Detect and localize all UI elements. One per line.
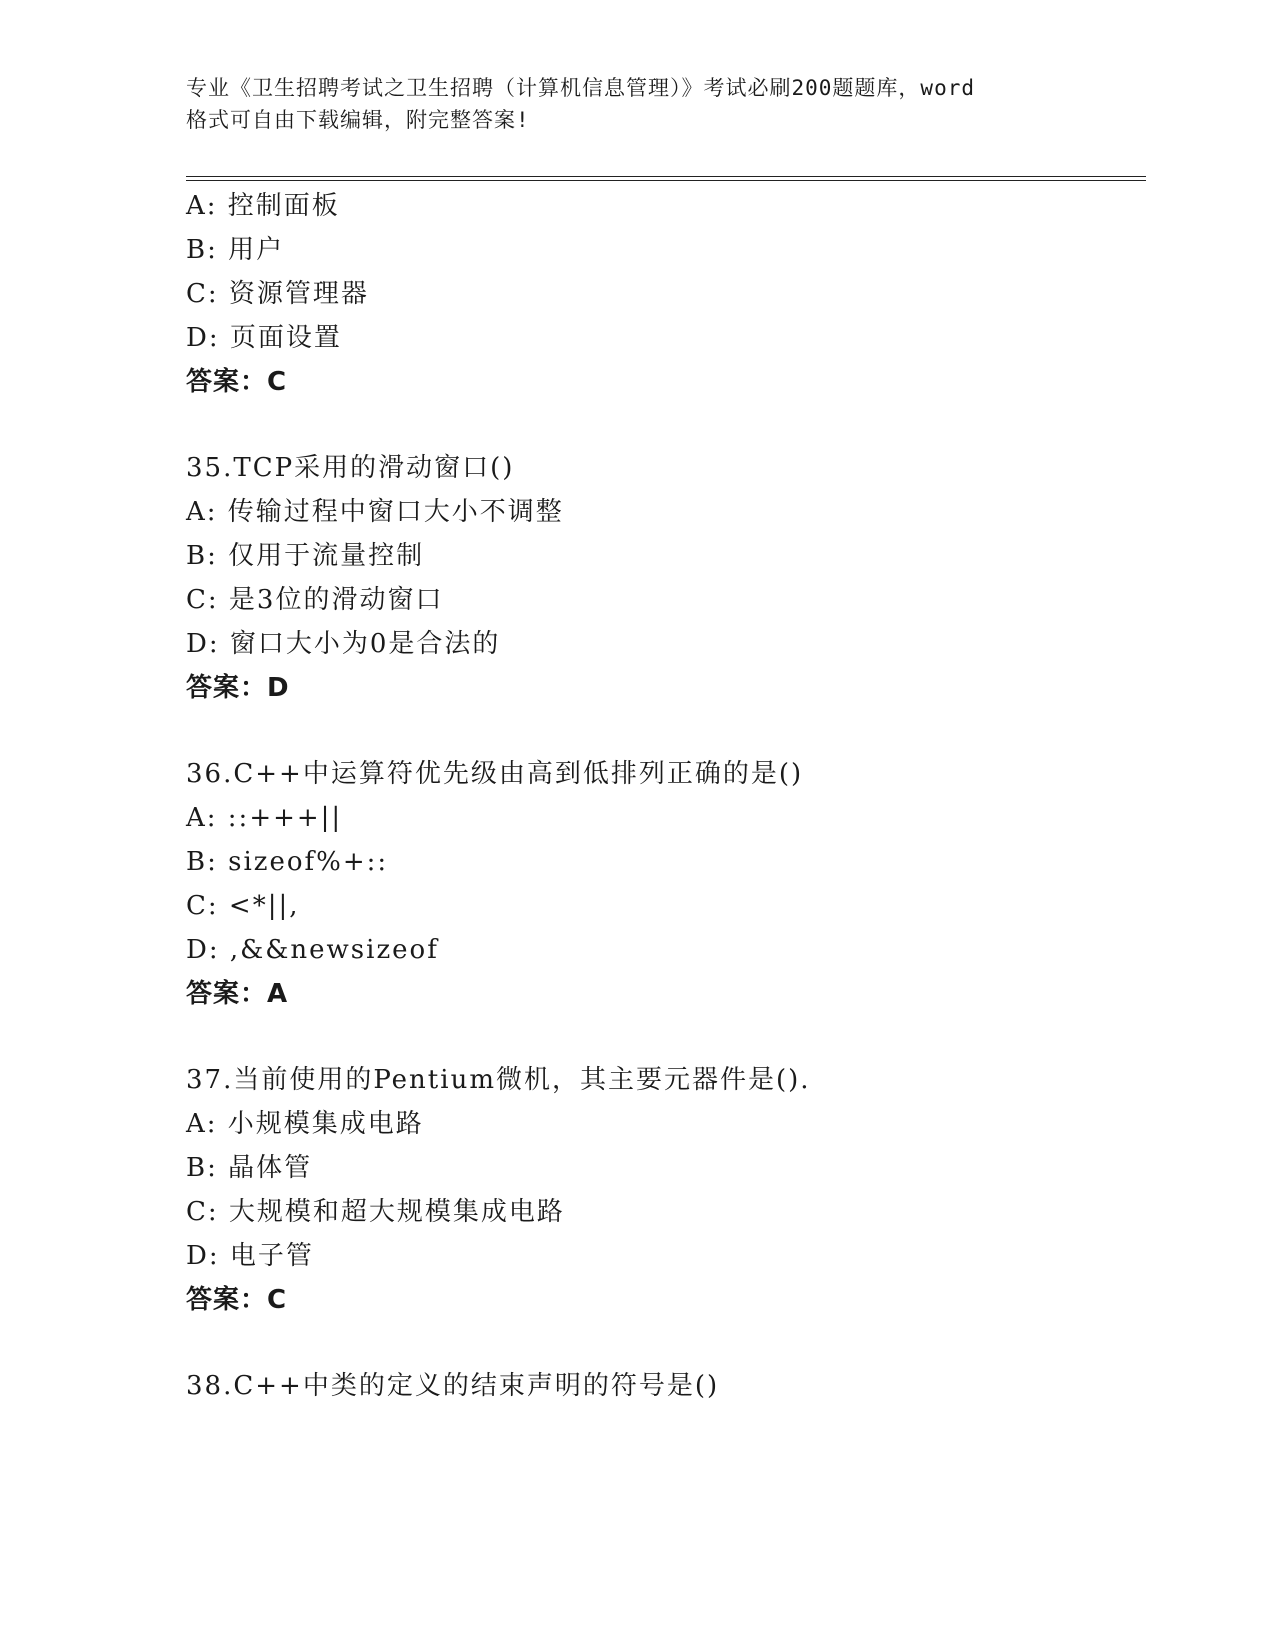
q37-option-a: A: 小规模集成电路 xyxy=(186,1109,424,1139)
document-header xyxy=(186,72,1086,136)
question-37: 37.当前使用的Pentium微机，其主要元器件是(). xyxy=(186,1065,811,1095)
option-b: B: 用户 xyxy=(186,235,285,265)
q36-answer: 答案：A xyxy=(186,979,289,1009)
q35-option-c: C: 是3位的滑动窗口 xyxy=(186,585,444,615)
q36-option-d: D: ,&&newsizeof xyxy=(186,935,439,965)
q36-option-a: A: ::+++|| xyxy=(186,803,343,833)
option-c: C: 资源管理器 xyxy=(186,279,369,309)
q35-answer: 答案：D xyxy=(186,673,290,703)
q37-option-d: D: 电子管 xyxy=(186,1241,314,1271)
q35-option-b: B: 仅用于流量控制 xyxy=(186,541,425,571)
q36-option-b: B: sizeof%+:: xyxy=(186,847,389,877)
q35-option-d: D: 窗口大小为0是合法的 xyxy=(186,629,501,659)
q36-option-c: C: <*||, xyxy=(186,891,300,921)
q37-answer: 答案：C xyxy=(186,1285,288,1315)
question-36: 36.C++中运算符优先级由高到低排列正确的是() xyxy=(186,759,804,789)
header-title-line-1: 专业《卫生招聘考试之卫生招聘（计算机信息管理）》考试必刷200题题库，word xyxy=(186,76,975,100)
question-35: 35.TCP采用的滑动窗口() xyxy=(186,453,515,483)
question-38: 38.C++中类的定义的结束声明的符号是() xyxy=(186,1371,720,1401)
answer-line: 答案：C xyxy=(186,367,288,397)
header-divider-top xyxy=(186,176,1146,177)
q35-option-a: A: 传输过程中窗口大小不调整 xyxy=(186,497,564,527)
q37-option-c: C: 大规模和超大规模集成电路 xyxy=(186,1197,565,1227)
option-a: A: 控制面板 xyxy=(186,191,340,221)
header-title-line-2: 格式可自由下载编辑，附完整答案! xyxy=(186,108,530,132)
q37-option-b: B: 晶体管 xyxy=(186,1153,313,1183)
header-divider-bottom xyxy=(186,180,1146,181)
option-d: D: 页面设置 xyxy=(186,323,342,353)
